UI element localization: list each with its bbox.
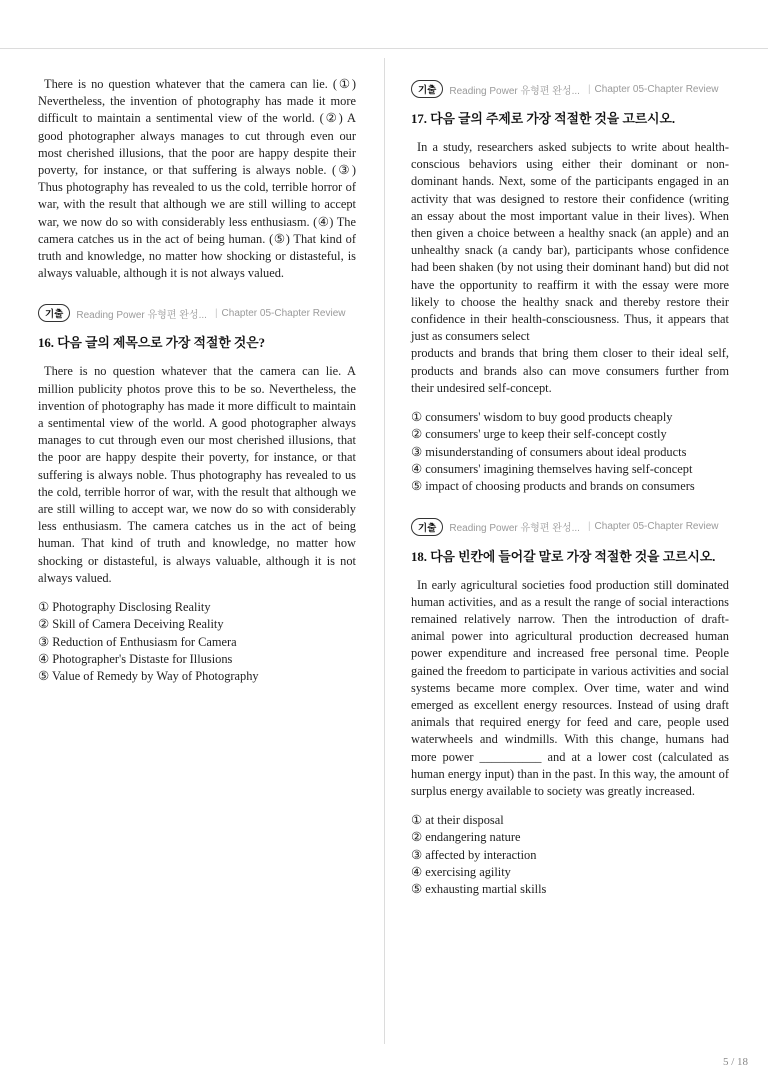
source-tag xyxy=(38,304,356,322)
choice-1: ① consumers' wisdom to buy good products cheaply xyxy=(411,410,673,425)
answer-choices xyxy=(411,812,729,898)
question-passage: In a study, researchers asked subjects to write about health-conscious behaviors using either their dominant or non-dominant hands. Next, some of the participants engaged in an activity that was designed to restore their confidence (writing an essay about the most important value in their lives). When then given a choice between a healthy snack (an apple) and an unhealthy snack (a candy bar), participants whose confidence had been shaken (by not using their dominant hand) but did not have the opportunity to reaffirm it with the essay were more likely to choose the healthy snack and thereby restore their confidence in their health-consciousness. Thus, it appears that just as consumers select xyxy=(411,140,729,344)
exam-badge: 기출 xyxy=(38,304,70,322)
question-passage-continued: products and brands that bring them closer to their ideal self, products and brands also can move consumers further from their undesired self-concept. xyxy=(411,346,729,395)
choice-3: ③ affected by interaction xyxy=(411,847,537,862)
choice-4: ④ exercising agility xyxy=(411,865,511,880)
separator: | xyxy=(214,307,218,319)
question-18 xyxy=(411,518,729,899)
question-passage: In early agricultural societies food production still dominated human activities, and as a result the range of social interactions remained relatively narrow. Then the introduction of draft-animal power into agricultural production decreased human power expenditure and increased free personal time. People gained the freedom to participate in various activities and social systems became more complex. Over time, water and wind emerged as excellent energy resources. Instead of using draft animals that required energy for feed and care, people used waterwheels and windmills. With this change, humans had more power __________ and at a lower cost (calculated as human energy input) than in the past. In this way, the amount of surplus energy available to society was greatly increased. xyxy=(411,577,729,798)
question-16 xyxy=(38,304,356,685)
question-passage: There is no question whatever that the camera can lie. A million publicity photos prove this to be so. Nevertheless, the invention of photography has made it more difficult to maintain a sentimental view of the world. A good photographer always manages to cut through even our most cherished illusions, that the poor are happy despite their poverty, for instance, or that suffering is always noble. Thus photography has revealed to us the cold, terrible horror of war, with the result that although we are still willing to accept war, we now do so with considerably less enthusiasm. The camera catches us in the act of being human. That kind of truth and knowledge, no matter how shocking or distasteful, is always valuable, although it is not always valued. xyxy=(38,364,356,585)
question-title: 18. 다음 빈칸에 들어갈 말로 가장 적절한 것을 고르시오. xyxy=(411,549,716,564)
chapter-label: Chapter 05-Chapter Review xyxy=(221,307,346,319)
choice-4: ④ consumers' imagining themselves having self-concept xyxy=(411,461,693,476)
exam-badge: 기출 xyxy=(411,518,443,536)
question-title: 16. 다음 글의 제목으로 가장 적절한 것은? xyxy=(38,336,266,351)
choice-4: ④ Photographer's Distaste for Illusions xyxy=(38,651,233,666)
choice-5: ⑤ impact of choosing products and brands on consumers xyxy=(411,479,695,494)
chapter-label: Chapter 05-Chapter Review xyxy=(594,521,719,533)
source-label: Reading Power 유형편 완성... xyxy=(449,85,580,97)
answer-choices xyxy=(38,599,356,685)
choice-1: ① at their disposal xyxy=(411,813,504,828)
question-17 xyxy=(411,80,729,496)
choice-2: ② consumers' urge to keep their self-concept costly xyxy=(411,427,667,442)
page-number: 5 / 18 xyxy=(722,1056,748,1068)
choice-3: ③ Reduction of Enthusiasm for Camera xyxy=(38,634,237,649)
right-column xyxy=(411,80,729,899)
exam-badge: 기출 xyxy=(411,80,443,98)
q15-passage: There is no question whatever that the camera can lie. (①) Nevertheless, the invention of photography has made it more difficult to maintain a sentimental view of the world. (②) A good photographer always manages to cut through even our most cherished illusions, that the poor are happy despite their poverty, for instance, or that suffering is always noble. (③) Thus photography has revealed to us the cold, terrible horror of war, with the result that although we are still willing to accept war, we now do so with considerably less enthusiasm. (④) The camera catches us in the act of being human. (⑤) That kind of truth and knowledge, no matter how shocking or distasteful, is always valuable, although it is not always valued. xyxy=(38,77,356,281)
answer-choices xyxy=(411,409,729,495)
column-divider xyxy=(384,58,385,1044)
choice-3: ③ misunderstanding of consumers about ideal products xyxy=(411,444,687,459)
header-rule xyxy=(0,48,768,49)
choice-5: ⑤ exhausting martial skills xyxy=(411,882,547,897)
chapter-label: Chapter 05-Chapter Review xyxy=(594,83,719,95)
choice-5: ⑤ Value of Remedy by Way of Photography xyxy=(38,669,259,684)
choice-1: ① Photography Disclosing Reality xyxy=(38,600,211,615)
question-title: 17. 다음 글의 주제로 가장 적절한 것을 고르시오. xyxy=(411,112,676,126)
separator: | xyxy=(587,83,591,95)
choice-2: ② endangering nature xyxy=(411,830,521,845)
separator: | xyxy=(587,521,591,533)
source-label: Reading Power 유형편 완성... xyxy=(76,309,207,321)
source-label: Reading Power 유형편 완성... xyxy=(449,523,580,535)
choice-2: ② Skill of Camera Deceiving Reality xyxy=(38,617,224,632)
source-tag xyxy=(411,80,729,98)
source-tag xyxy=(411,518,729,536)
left-column xyxy=(38,76,356,686)
